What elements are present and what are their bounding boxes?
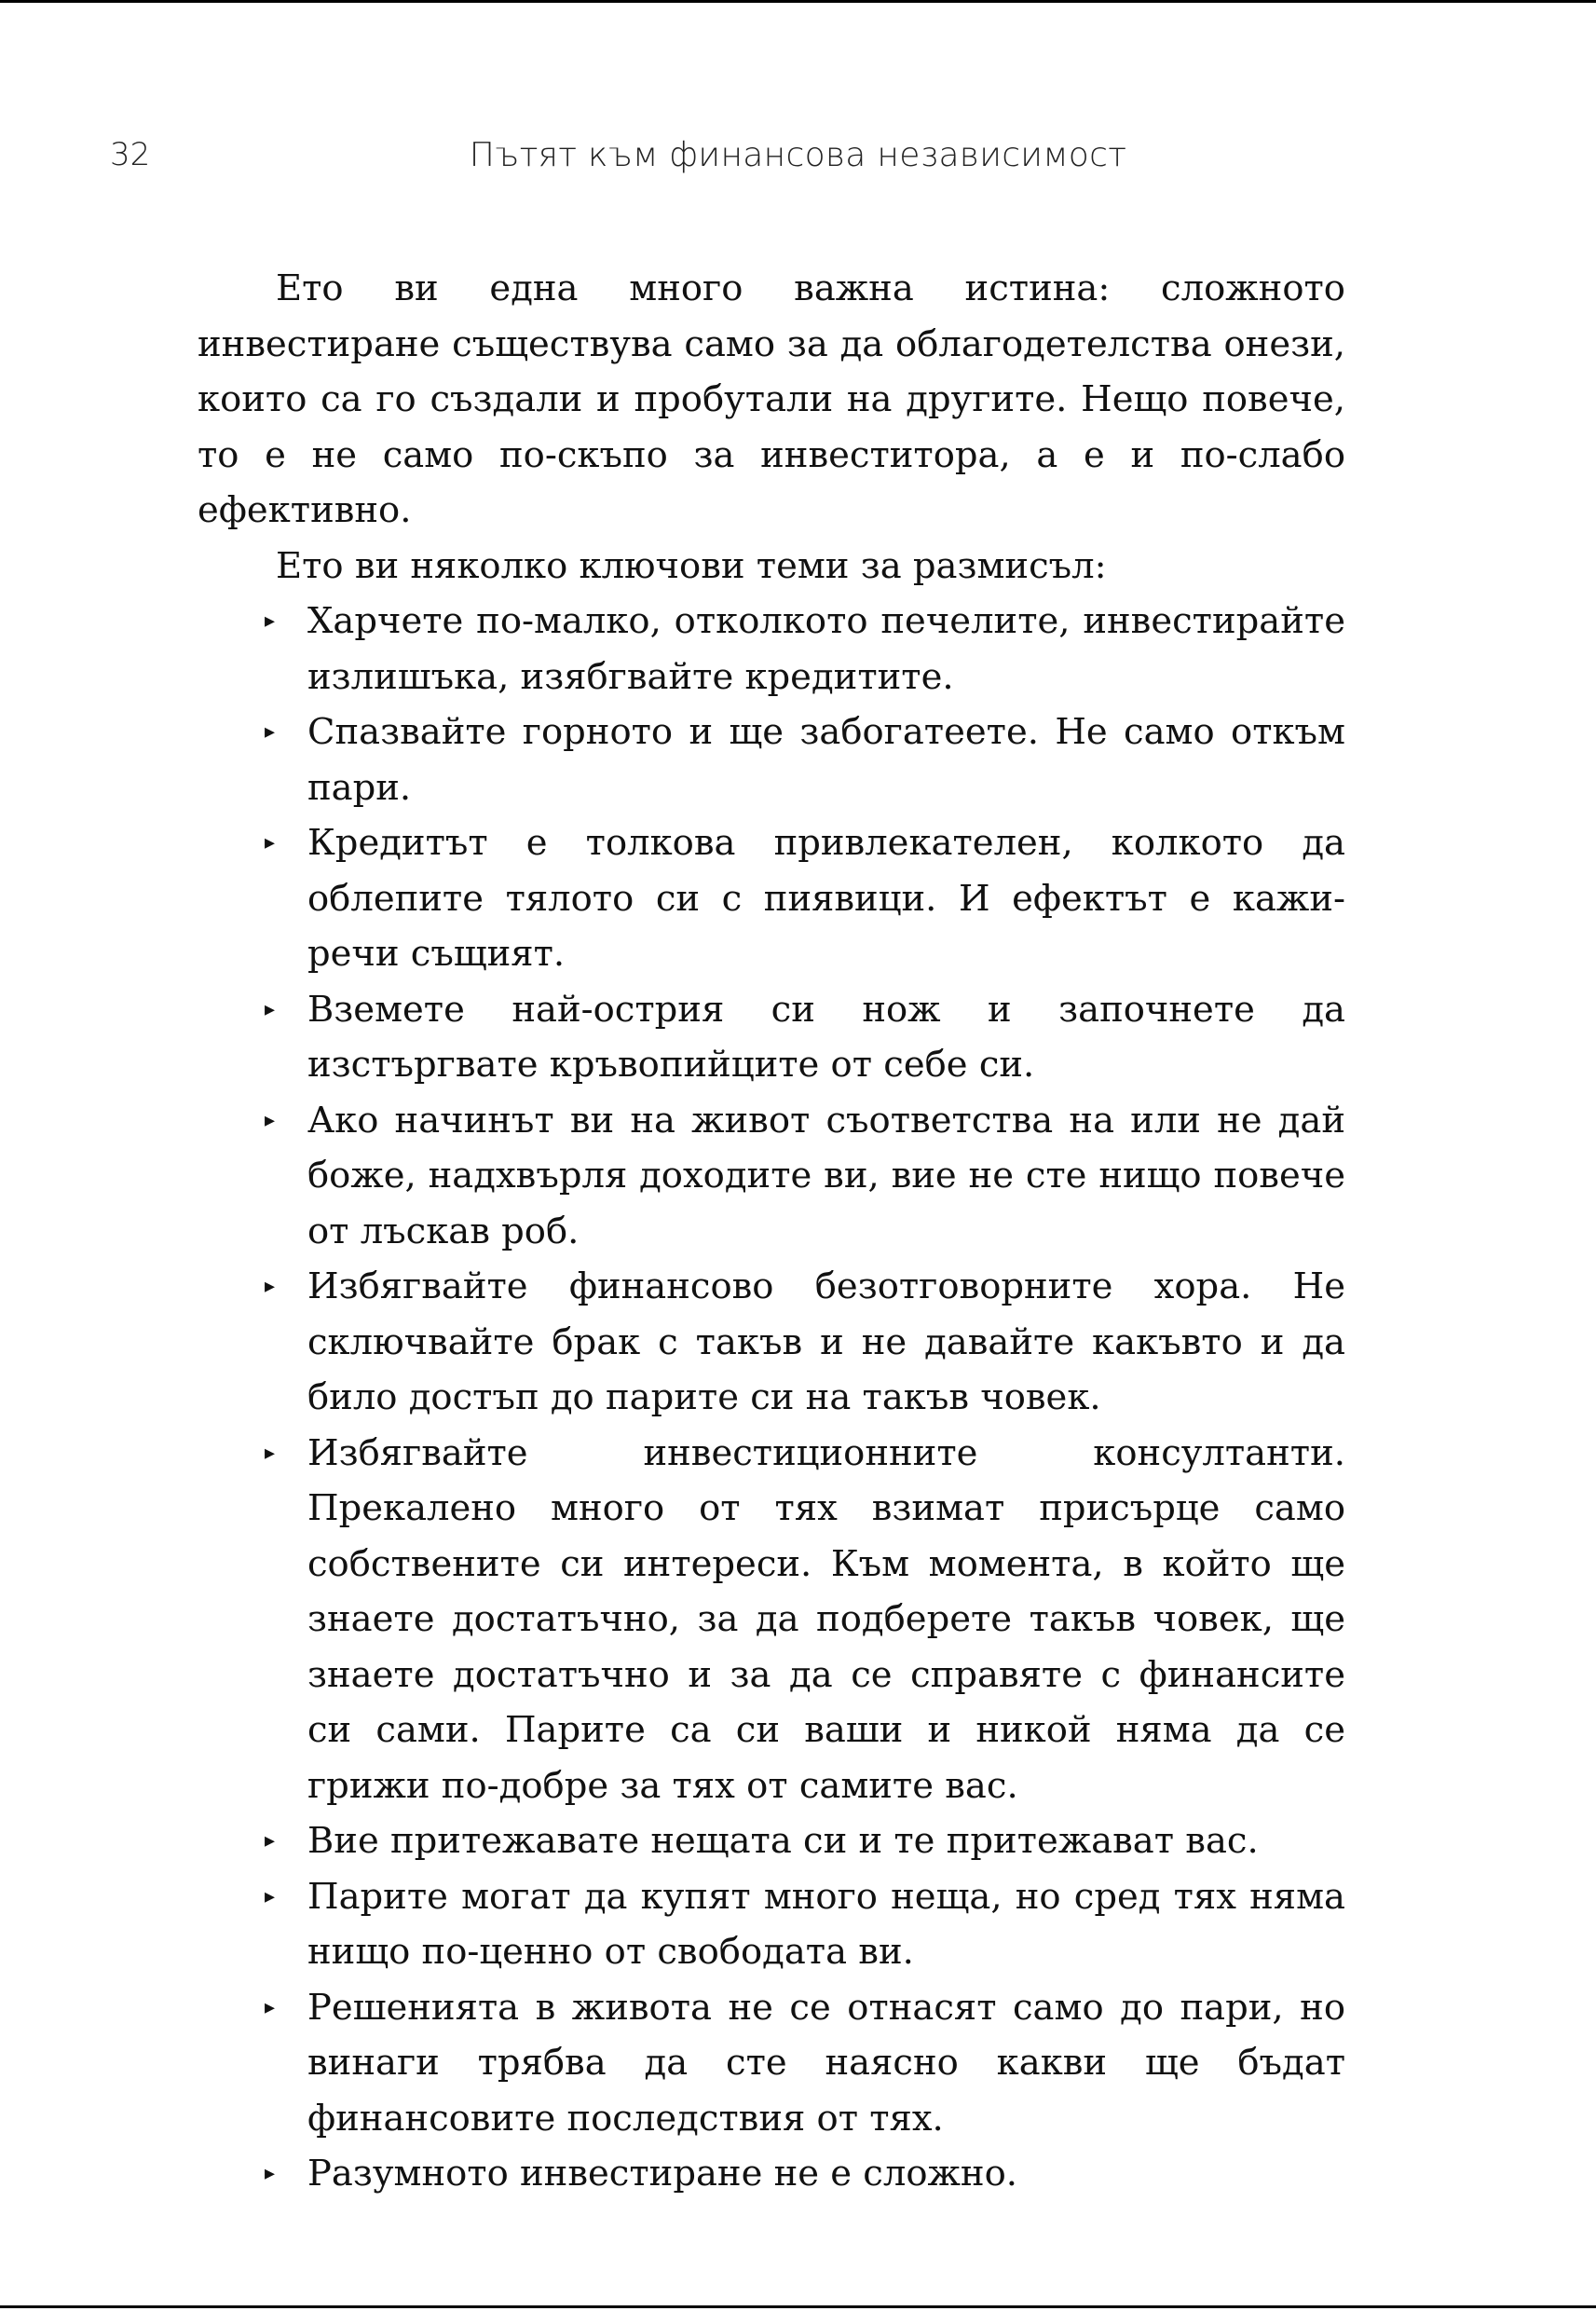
list-item [198,1980,1345,2147]
triangle-bullet-icon: ▸ [265,1995,276,2019]
text-body [198,261,1345,2202]
triangle-bullet-icon: ▸ [265,609,276,633]
list-item [198,982,1345,1093]
list-item [198,1869,1345,1980]
triangle-bullet-icon: ▸ [265,1275,276,1298]
triangle-bullet-icon: ▸ [265,1884,276,1908]
list-item-text: Избягвайте финансово безотговорните хора. Не сключвайте брак с такъв и не давайте какъвто и да било достъп до парите си на такъв човек. [307,1265,1345,1418]
list-item [198,704,1345,815]
running-title: Пътят към финансова независимост [469,136,1127,174]
triangle-bullet-icon: ▸ [265,1829,276,1853]
list-item [198,594,1345,704]
running-header [0,129,1596,185]
page-bottom-rule [0,2305,1596,2308]
list-item [198,815,1345,982]
triangle-bullet-icon: ▸ [265,997,276,1021]
triangle-bullet-icon: ▸ [265,720,276,744]
list-item-text: Кредитът е толкова привлекателен, колкото да облепите тялото си с пиявици. И ефектът е кажи-речи същият. [307,822,1345,975]
list-item-text: Решенията в живота не се отнасят само до пари, но винаги трябва да сте наясно какви ще бъдат финансовите последствия от тях. [307,1986,1345,2140]
list-item-text: Избягвайте инвестиционните консултанти. Прекалено много от тях взимат присърце само собствените си интереси. Към момента, в който ще знаете достатъчно, за да подберете такъв човек, ще знаете достатъчно и за да се справяте с финансите си сами. Парите са си ваши и никой няма да се грижи по-добре за тях от самите вас. [307,1431,1345,1807]
list-lead-paragraph: Ето ви няколко ключови теми за размисъл: [276,544,1107,587]
list-item-text: Разумното инвестиране не е сложно. [307,2153,1017,2195]
intro-paragraph: Ето ви една много важна истина: сложното инвестиране съществува само за да облагодетелства онези, които са го създали и пробутали на другите. Нещо повече, то е не само по-скъпо за инвеститора, а е и по-слабо ефективно. [198,267,1345,531]
triangle-bullet-icon: ▸ [265,831,276,855]
list-item-text: Парите могат да купят много неща, но сред тях няма нищо по-ценно от свободата ви. [307,1875,1345,1973]
list-item-text: Ако начинът ви на живот съответства на или не дай боже, надхвърля доходите ви, вие не сте нищо повече от лъскав роб. [307,1099,1345,1252]
triangle-bullet-icon: ▸ [265,1108,276,1132]
list-item [198,1813,1345,1869]
list-item [198,1259,1345,1426]
list-item [198,1426,1345,1814]
list-item [198,2146,1345,2202]
list-item-text: Вземете най-острия си нож и започнете да изстъргвате кръвопийците от себе си. [307,988,1345,1086]
list-item [198,1093,1345,1260]
key-points-list [198,594,1345,2202]
triangle-bullet-icon: ▸ [265,1441,276,1465]
list-item-text: Спазвайте горното и ще забогатеете. Не само откъм пари. [307,711,1345,809]
page-number: 32 [110,136,151,173]
list-item-text: Вие притежавате нещата си и те притежават вас. [307,1820,1259,1862]
page-top-rule [0,0,1596,3]
triangle-bullet-icon: ▸ [265,2162,276,2185]
list-item-text: Харчете по-малко, отколкото печелите, инвестирайте излишъка, изябгвайте кредитите. [307,600,1345,698]
